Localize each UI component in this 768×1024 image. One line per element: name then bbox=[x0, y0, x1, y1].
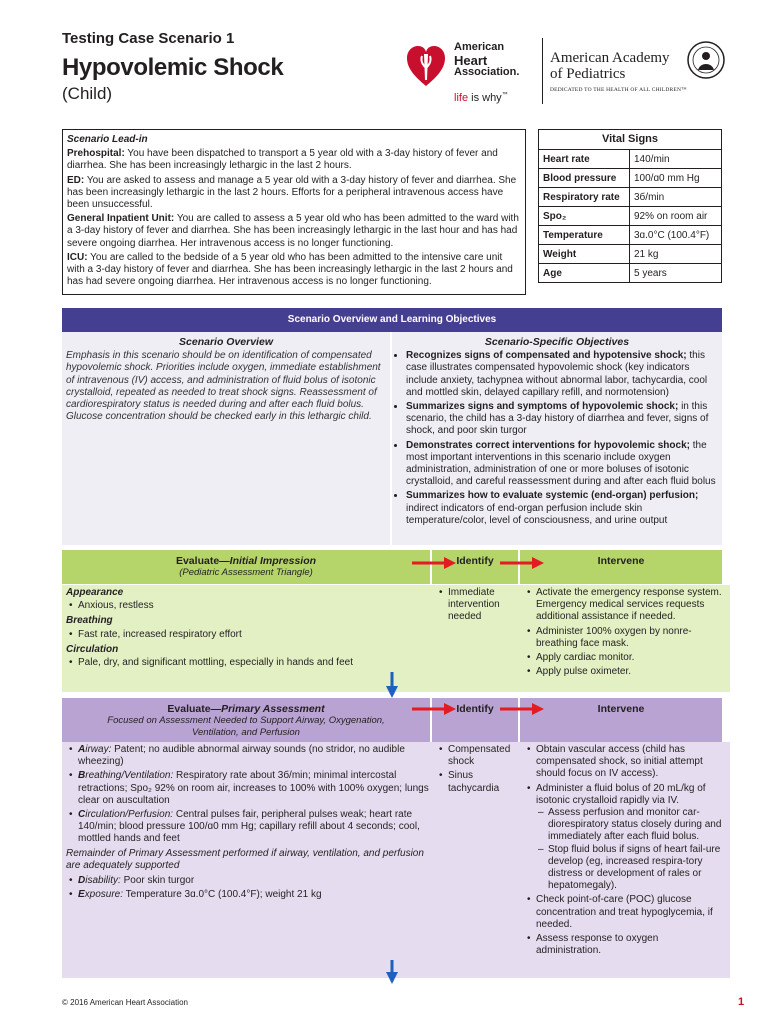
list-item: • Apply cardiac monitor. bbox=[536, 652, 726, 664]
heart-torch-icon bbox=[406, 44, 446, 88]
initial-intervene-header: Intervene bbox=[520, 550, 722, 584]
initial-identify-body bbox=[432, 585, 526, 692]
leadin-prehospital: Prehospital: You have been dispatched to transport a 5 year old with a 3-day history of fever and diarrhea. She has been increasingly lethargic in the last 2 hours. bbox=[67, 148, 498, 172]
initial-impression-body bbox=[62, 585, 438, 692]
primary-assessment-subheader: Focused on Assessment Needed to Support Airway, Oxygenation, Ventilation, and Perfusion bbox=[107, 715, 385, 738]
list-item: • Immediate intervention needed bbox=[448, 587, 522, 624]
arrow-down-icon bbox=[385, 960, 399, 984]
arrow-right-icon bbox=[412, 556, 456, 570]
aap-name-line1: American Academy bbox=[550, 50, 670, 66]
primary-intervene-body bbox=[520, 742, 730, 978]
exposure-item: • Exposure: Temperature 3ɑ.0°C (100.4°F); weight 21 kg bbox=[78, 889, 434, 901]
list-item: • Administer a fluid bolus of 20 mL/kg of isotonic crystalloid rapidly via IV. – Assess perfusion and monitor car-diorespiratory status closely during and immediately after each fluid bolus. – Stop fluid bolus if signs of heart fail-ure develop (eg, increased respira-tory distress or development of rales or hepatomegaly). bbox=[536, 783, 726, 893]
vital-signs-table bbox=[538, 129, 722, 283]
vital-signs-heading: Vital Signs bbox=[539, 130, 722, 150]
leadin-icu: ICU: You are called to the bedside of a 5 year old who has been admitted to the intensive care unit with a 3-day history of fever and diarrhea. She has been increasingly lethargic in the last 2 hours and has had severe ongoing diarrhea. Her intravenous access is no longer functioning. bbox=[67, 251, 513, 288]
objectives-list bbox=[392, 350, 722, 527]
initial-intervene-body bbox=[520, 585, 730, 692]
aap-seal-icon bbox=[686, 40, 726, 80]
aap-logo bbox=[542, 38, 732, 104]
sub-list-item: – Assess perfusion and monitor car-diorespiratory status closely during and immediately after each fluid bolus. bbox=[548, 807, 726, 844]
breathing-item: • Breathing/Ventilation: Respiratory rate about 3б/min; minimal intercostal retractions; Spo₂ 92% on room air, increases to 100% with 100% oxygen; lungs clear on auscultation bbox=[78, 770, 434, 807]
primary-assessment-body bbox=[62, 742, 438, 978]
vital-row-weight: Weight 21 kg bbox=[539, 245, 722, 264]
arrow-down-icon bbox=[385, 672, 399, 698]
aha-tagline-tm: ™ bbox=[501, 92, 508, 98]
objective-item: • Summarizes how to evaluate systemic (end-organ) perfusion; indirect indicators of end-organ perfusion include skin temperature/color, level of consciousness, and urine output bbox=[406, 490, 718, 527]
list-item: • Administer 100% oxygen by nonre-breathing face mask. bbox=[536, 626, 726, 650]
list-item: • Check point-of-care (POC) glucose concentration and treat hypoglycemia, if needed. bbox=[536, 894, 726, 931]
scenario-overview-text: Emphasis in this scenario should be on identification of compensated hypovolemic shock. Priorities include oxygen, immediate establishment of intravenous (IV) access, and administration of fluid bolus of isotonic crystalloid, repeated as needed to treat shock signs. Reassessment of cardiorespiratory status is needed during and after each fluid bolus. Glucose concentration should be checked early in this lethargic child. bbox=[66, 350, 381, 423]
arrow-right-icon bbox=[500, 556, 544, 570]
primary-identify-body bbox=[432, 742, 526, 978]
list-item: • Compensated shock bbox=[448, 744, 522, 768]
circulation-heading: Circulation bbox=[66, 643, 119, 655]
objective-item: • Summarizes signs and symptoms of hypovolemic shock; in this scenario, the child has a 3-day history of diarrhea and fever, signs of shock, and poor skin turgor bbox=[406, 401, 718, 438]
page-title: Hypovolemic Shock bbox=[62, 54, 284, 81]
case-title: Testing Case Scenario 1 bbox=[62, 30, 235, 47]
scenario-overview-title: Scenario Overview bbox=[179, 336, 273, 348]
copyright: © 2016 American Heart Association bbox=[62, 998, 188, 1007]
leadin-general-inpatient: General Inpatient Unit: You are called to assess a 5 year old who has been admitted to the ward with a 3-day history of fever and diarrhea. She has been increasingly lethargic in the last hour and has had severe ongoing diarrhea. Her intravenous access is no longer functioning. bbox=[67, 213, 519, 249]
vital-row-blood-pressure: Blood pressure 100/ɑ0 mm Hg bbox=[539, 169, 722, 188]
appearance-heading: Appearance bbox=[66, 587, 124, 598]
vital-row-heart-rate: Heart rate 140/min bbox=[539, 150, 722, 169]
remainder-note: Remainder of Primary Assessment performed if airway, ventilation, and perfusion are adequately supported bbox=[66, 847, 424, 871]
initial-impression-subheader: (Pediatric Assessment Triangle) bbox=[179, 567, 313, 578]
page-number: 1 bbox=[738, 996, 745, 1008]
list-item: • Fast rate, increased respiratory effort bbox=[78, 629, 434, 641]
vital-row-age: Age 5 years bbox=[539, 264, 722, 283]
vital-row-temperature: Temperature 3ɑ.0°C (100.4°F) bbox=[539, 226, 722, 245]
initial-identify-header: Identify bbox=[432, 550, 518, 584]
circulation-item: • Circulation/Perfusion: Central pulses fair, peripheral pulses weak; heart rate 140/min; blood pressure 100/ɑ0 mm Hg; capillary refill about 4 seconds; cool, mottled hands and feet bbox=[78, 809, 434, 846]
objectives-title: Scenario-Specific Objectives bbox=[484, 336, 630, 348]
aha-tagline-rest: is why bbox=[471, 92, 502, 104]
list-item: • Pale, dry, and significant mottling, especially in hands and feet bbox=[78, 657, 434, 669]
scenario-overview-panel bbox=[62, 332, 390, 545]
airway-item: • Airway: Patent; no audible abnormal airway sounds (no stridor, no audible wheezing) bbox=[78, 744, 434, 768]
aap-name-line2: of Pediatrics bbox=[550, 66, 626, 82]
breathing-heading: Breathing bbox=[66, 615, 113, 627]
vital-row-spo2: Spo₂ 92% on room air bbox=[539, 207, 722, 226]
scenario-leadin-heading: Scenario Lead-in bbox=[67, 134, 148, 145]
aha-logo bbox=[406, 40, 538, 108]
list-item: • Apply pulse oximeter. bbox=[536, 666, 726, 678]
leadin-ed: ED: You are asked to assess and manage a 5 year old with a 3-day history of fever and diarrhea. She has been increasingly lethargic in the last 2 hours. Efforts for a peripheral intravenous access have been unsuccessful. bbox=[67, 174, 517, 211]
arrow-right-icon bbox=[500, 702, 544, 716]
overview-header: Scenario Overview and Learning Objectives bbox=[62, 308, 722, 332]
scenario-leadin-box bbox=[62, 129, 526, 295]
aha-name-line2: Heart bbox=[454, 52, 488, 68]
aha-name-line3: Association. bbox=[454, 65, 520, 78]
primary-assessment-header: Evaluate—Primary Assessment Focused on Assessment Needed to Support Airway, Oxygenation, Ventilation, and Perfusion bbox=[62, 698, 430, 742]
primary-intervene-header: Intervene bbox=[520, 698, 722, 742]
vital-row-respiratory-rate: Respiratory rate 3б/min bbox=[539, 188, 722, 207]
list-item: • Sinus tachycardia bbox=[448, 770, 522, 794]
aha-tagline-life: life bbox=[454, 92, 469, 104]
list-item: • Obtain vascular access (child has compensated shock, so initial attempt should focus on IV access). bbox=[536, 744, 726, 781]
disability-item: • Disability: Poor skin turgor bbox=[78, 875, 434, 887]
page-subtitle: (Child) bbox=[62, 84, 113, 103]
list-item: • Anxious, restless bbox=[78, 600, 434, 612]
primary-identify-header: Identify bbox=[432, 698, 518, 742]
aha-name-line1: American bbox=[454, 41, 505, 53]
objectives-panel bbox=[392, 332, 722, 545]
objective-item: • Demonstrates correct interventions for hypovolemic shock; the most important interventions in this scenario include oxygen administration, administration of one or more boluses of isotonic crystalloid, and careful reassessment during and after each fluid bolus bbox=[406, 440, 718, 489]
arrow-right-icon bbox=[412, 702, 456, 716]
list-item: • Activate the emergency response system. Emergency medical services requests additional assistance if needed. bbox=[536, 587, 726, 624]
initial-impression-header: Evaluate—Initial Impression (Pediatric Assessment Triangle) bbox=[62, 550, 430, 584]
sub-list-item: – Stop fluid bolus if signs of heart fail-ure develop (eg, increased respira-tory distress or development of rales or hepatomegaly). bbox=[548, 844, 726, 893]
aap-tagline: DEDICATED TO THE HEALTH OF ALL CHILDREN™ bbox=[550, 87, 687, 93]
objective-item: • Recognizes signs of compensated and hypotensive shock; this case illustrates compensated hypovolemic shock (key indicators include anxiety, tachypnea without abnormal labor, tachycardia, cool and mottled skin, delayed capillary refill, and normotension) bbox=[406, 350, 718, 399]
list-item: • Assess response to oxygen administration. bbox=[536, 933, 726, 957]
